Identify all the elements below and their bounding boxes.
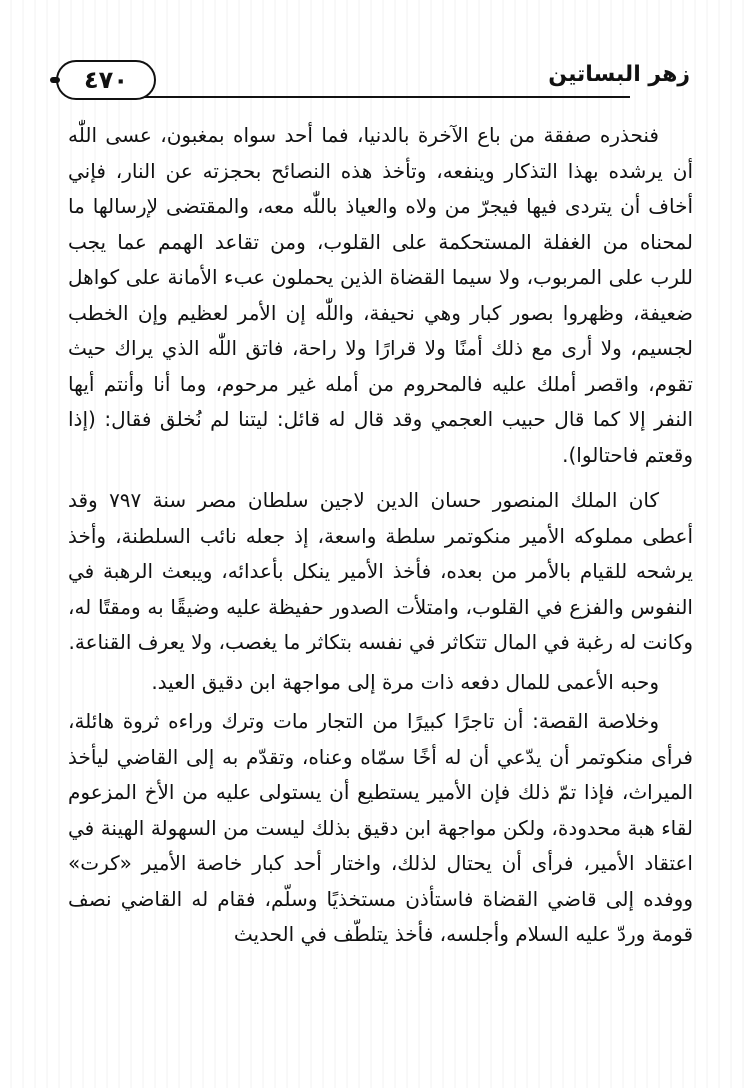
page-header (70, 58, 690, 102)
body-text (68, 118, 693, 953)
paragraph-4: وخلاصة القصة: أن تاجرًا كبيرًا من التجار مات وترك وراءه ثروة هائلة، فرأى منكوتمر أن يدّعي أن له أخًا سمّاه وعناه، وتقدّم به إلى القاضي ليأخذ الميراث، فإذا تمّ ذلك فإن الأمير يستطيع أن يستولى عليه من الأخ المزعوم لقاء هبة محدودة، ولكن مواجهة ابن دقيق بذلك ليست من السهولة الهينة في اعتقاد الأمير، فرأى أن يحتال لذلك، واختار أحد كبار خاصة الأمير «كرت» ووفده إلى قاضي القضاة فاستأذن مستخذيًا وسلّم، فقام له القاضي نصف قومة وردّ عليه السلام وأجلسه، فأخذ يتلطّف في الحديث (68, 709, 693, 946)
running-title: زهر البساتين (548, 62, 690, 87)
paragraph-2: كان الملك المنصور حسان الدين لاجين سلطان مصر سنة ٧٩٧ وقد أعطى مملوكه الأمير منكوتمر سلطة واسعة، إذ جعله نائب السلطنة، وأخذ يرشحه للقيام بالأمر من بعده، فأخذ الأمير ينكل بأعدائه، ويبعث الرهبة في النفوس والفزع في القلوب، وامتلأت الصدور حفيظة عليه وضيقًا به ومقتًا له، وكانت له رغبة في المال تتكاثر في نفسه بتكاثر ما يغصب، ولا يعرف القناعة. (68, 488, 693, 654)
paragraph-3: وحبه الأعمى للمال دفعه ذات مرة إلى مواجهة ابن دقيق العيد. (151, 669, 659, 694)
paragraph-1: فنحذره صفقة من باع الآخرة بالدنيا، فما أحد سواه بمغبون، عسى اللّٰه أن يرشده بهذا التذكار وينفعه، وتأخذ هذه النصائح بحجزته عن النار، فإني أخاف أن يتردى فيها فيجرّ من ولاه والعياذ باللّٰه معه، والمقتضى لإرسالها ما لمحناه من الغفلة المستحكمة على القلوب، ومن تقاعد الهمم عما يجب للرب على المربوب، ولا سيما القضاة الذين يحملون عبء الأمانة على كواهل ضعيفة، وظهروا بصور كبار وهي نحيفة، واللّٰه إن الأمر لعظيم وإن الخطب لجسيم، ولا أرى مع ذلك أمنًا ولا قرارًا ولا راحة، فاتق اللّٰه الذي يراك حيث تقوم، واقصر أملك عليه فالمحروم من أمله غير مرحوم، وما أنا وأنتم أيها النفر إلا كما قال حبيب العجمي وقد قال له قائل: ليتنا لم نُخلق فقال: (إذا وقعتم فاحتالوا). (68, 123, 693, 467)
header-rule (70, 96, 630, 98)
page-number: ٤٧٠ (56, 60, 156, 100)
